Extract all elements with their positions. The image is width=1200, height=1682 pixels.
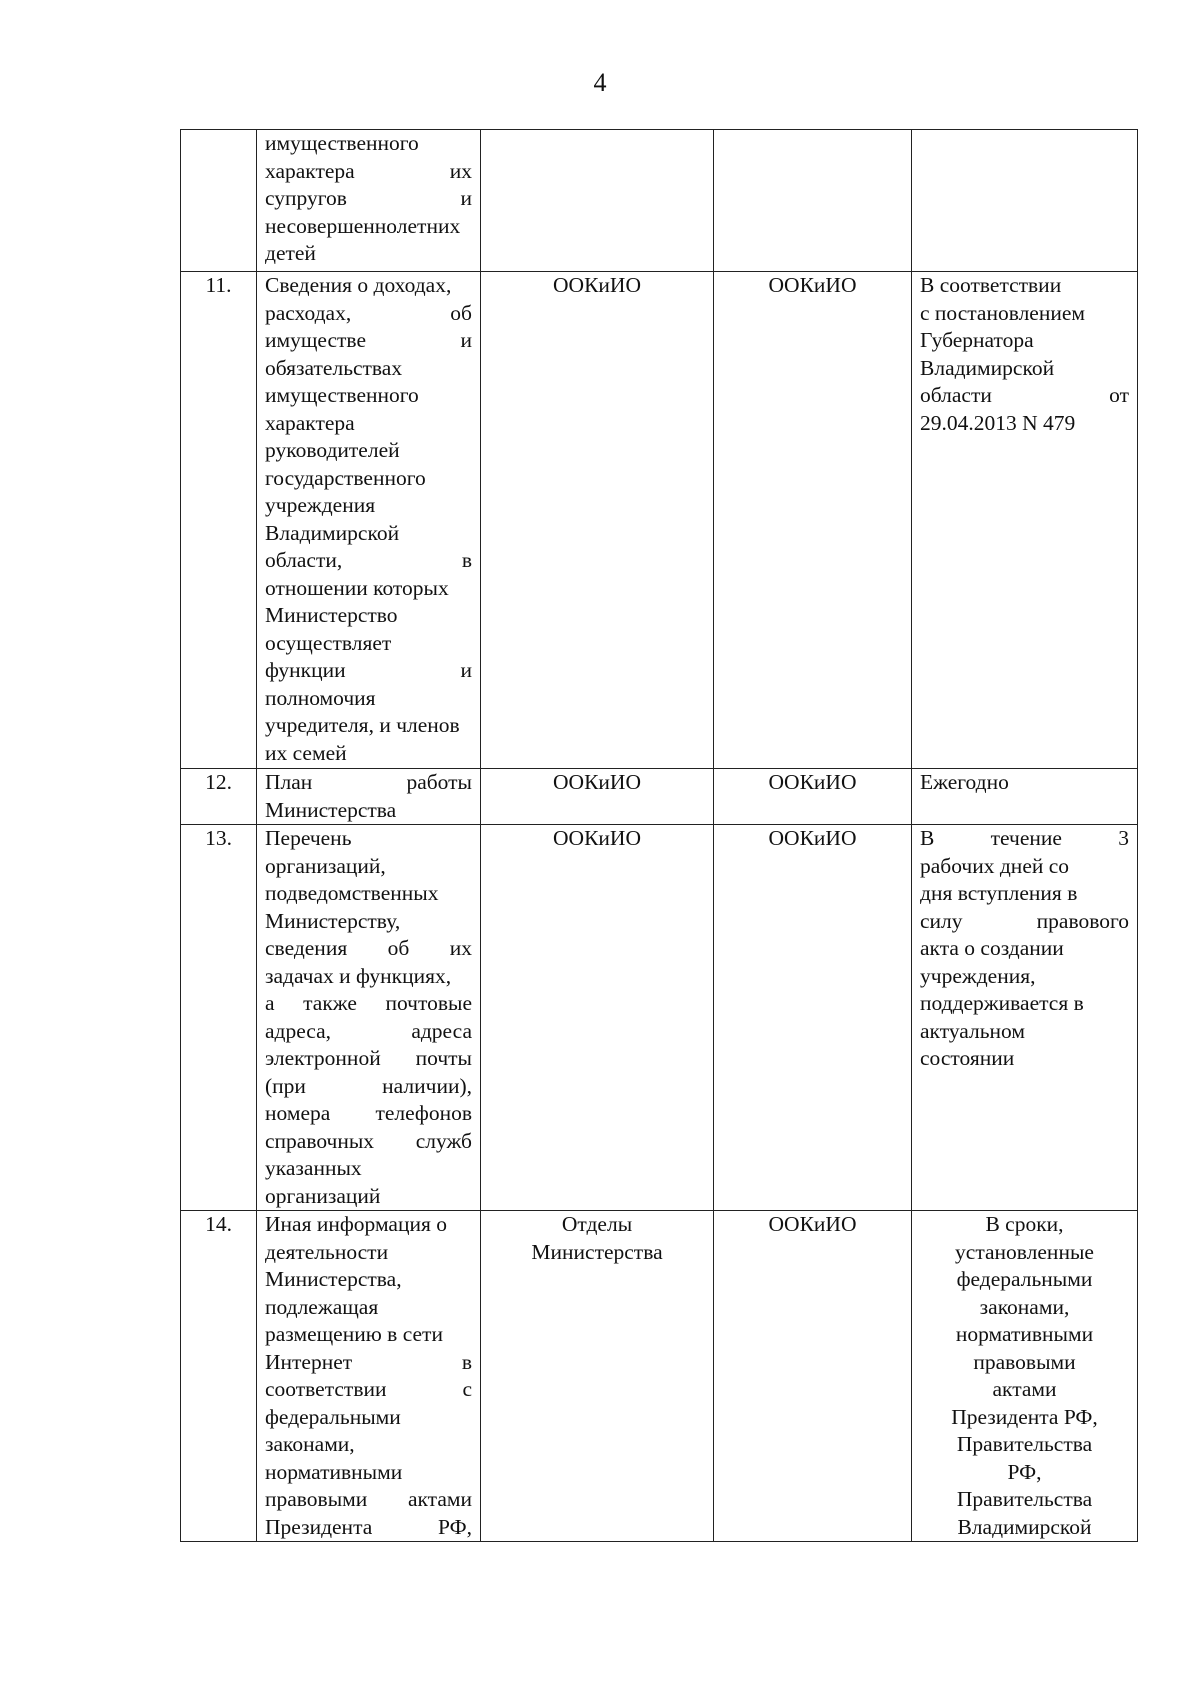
word: План <box>265 770 313 794</box>
document-table <box>180 129 1138 1542</box>
word: электронной <box>265 1046 381 1070</box>
title-line: их семей <box>265 740 347 765</box>
word: имуществе <box>265 328 367 352</box>
word: а <box>265 991 275 1015</box>
title-line: деятельности <box>265 1239 389 1264</box>
title-line <box>265 1018 472 1046</box>
word: В <box>920 826 935 850</box>
title-line: учреждения <box>265 493 376 517</box>
word: наличии), <box>382 1073 472 1098</box>
deadline-line: акта о создании <box>920 936 1064 960</box>
placement-unit-cell: ООКиИО <box>714 769 912 825</box>
title-line <box>265 547 472 575</box>
placement-unit-cell: ООКиИО <box>714 825 912 1211</box>
word: области, <box>265 548 343 572</box>
deadline-line: Президента РФ, <box>951 1404 1098 1429</box>
deadline-line: Ежегодно <box>920 770 1009 794</box>
word: и <box>460 328 472 352</box>
deadline-line <box>920 825 1129 853</box>
table-row <box>181 769 1138 825</box>
responsible-unit-cell <box>481 1211 714 1542</box>
title-line <box>265 657 472 685</box>
title-line: имущественного <box>265 383 419 407</box>
title-line <box>265 769 472 797</box>
table-row <box>181 825 1138 1211</box>
title-line <box>265 1349 472 1377</box>
title-line: Иная информация о <box>265 1212 447 1236</box>
page-number: 4 <box>593 68 607 97</box>
responsible-unit-cell <box>481 130 714 272</box>
deadline-line: поддерживается в <box>920 991 1084 1015</box>
word: расходах, <box>265 300 352 325</box>
information-title-cell <box>257 1211 481 1542</box>
deadline-line: нормативными <box>955 1322 1094 1346</box>
row-number: 14. <box>181 1211 257 1542</box>
title-line: организаций, <box>265 853 386 878</box>
title-line <box>265 1514 472 1542</box>
title-line: подлежащая <box>265 1294 379 1319</box>
title-line <box>265 1486 472 1514</box>
placement-unit-cell: ООКиИО <box>714 1211 912 1542</box>
deadline-line: Владимирской <box>920 355 1055 380</box>
deadline-line: актами <box>992 1377 1057 1401</box>
word: с <box>462 1377 472 1401</box>
row-number: 13. <box>181 825 257 1211</box>
title-line: полномочия <box>265 685 376 710</box>
title-line: детей <box>265 241 316 265</box>
word: правового <box>1036 908 1129 933</box>
deadline-line: рабочих дней со <box>920 853 1070 878</box>
title-line <box>265 1376 472 1404</box>
word: в <box>461 1349 472 1374</box>
table-row <box>181 130 1138 272</box>
deadline-line: состоянии <box>920 1046 1015 1070</box>
title-line: осуществляет <box>265 630 392 655</box>
title-line: Сведения о доходах, <box>265 273 452 297</box>
word: и <box>460 186 472 210</box>
table-row <box>181 272 1138 769</box>
deadline-line: правовыми <box>973 1349 1076 1374</box>
responsible-unit-line: Отделы <box>561 1212 633 1236</box>
word: работы <box>406 770 472 794</box>
word: характера <box>265 158 355 183</box>
title-line: Министерства <box>265 797 397 822</box>
title-line: Министерству, <box>265 908 401 933</box>
row-number <box>181 130 257 272</box>
word: служб <box>415 1128 472 1153</box>
title-line: указанных <box>265 1156 362 1180</box>
word: актами <box>407 1487 472 1511</box>
deadline-line <box>920 382 1129 410</box>
title-line <box>265 1128 472 1156</box>
title-line: задачах и функциях, <box>265 963 452 988</box>
placement-unit-cell: ООКиИО <box>714 272 912 769</box>
title-line <box>265 1045 472 1073</box>
deadline-line: учреждения, <box>920 963 1036 988</box>
row-number: 11. <box>181 272 257 769</box>
deadline-cell <box>912 272 1138 769</box>
word: супругов <box>265 186 347 210</box>
responsible-unit-cell: ООКиИО <box>481 272 714 769</box>
word: адреса <box>411 1018 472 1043</box>
deadline-cell <box>912 825 1138 1211</box>
title-line: Министерства, <box>265 1267 402 1291</box>
word: их <box>449 936 472 960</box>
information-title-cell <box>257 825 481 1211</box>
title-line <box>265 327 472 355</box>
title-line <box>265 990 472 1018</box>
title-line: подведомственных <box>265 881 439 905</box>
word: правовыми <box>265 1487 368 1511</box>
title-line: организаций <box>265 1183 381 1208</box>
title-line: федеральными <box>265 1404 401 1429</box>
title-line: нормативными <box>265 1459 403 1484</box>
deadline-line: Губернатора <box>920 328 1034 352</box>
word: от <box>1109 383 1129 407</box>
title-line: Министерство <box>265 603 398 627</box>
word: РФ, <box>438 1514 472 1539</box>
word: также <box>303 991 357 1015</box>
deadline-cell <box>912 769 1138 825</box>
title-line: несовершеннолетних <box>265 213 461 238</box>
title-line <box>265 1073 472 1101</box>
deadline-line: с постановлением <box>920 300 1086 325</box>
title-line <box>265 158 472 186</box>
title-line: Владимирской <box>265 520 400 545</box>
deadline-line: РФ, <box>1007 1459 1042 1484</box>
information-title-cell <box>257 272 481 769</box>
word: и <box>460 658 472 682</box>
deadline-line: федеральными <box>956 1267 1093 1291</box>
word: почтовые <box>385 991 472 1015</box>
word: соответствии <box>265 1377 387 1401</box>
deadline-line <box>920 908 1129 936</box>
word: их <box>449 158 472 183</box>
title-line <box>265 300 472 328</box>
title-line: обязательствах <box>265 355 403 380</box>
word: силу <box>920 908 963 933</box>
title-line <box>265 185 472 213</box>
word: течение <box>990 826 1062 850</box>
table-row <box>181 1211 1138 1542</box>
word: телефонов <box>375 1101 472 1125</box>
title-line: руководителей <box>265 438 400 462</box>
title-line: отношении которых <box>265 575 449 600</box>
deadline-line: актуальном <box>920 1018 1026 1043</box>
title-line: размещению в сети <box>265 1322 443 1346</box>
title-line: учредителя, и членов <box>265 713 460 737</box>
word: почты <box>415 1046 472 1070</box>
title-line <box>265 935 472 963</box>
word: адреса, <box>265 1018 332 1043</box>
word: об <box>450 300 472 325</box>
information-title-cell <box>257 130 481 272</box>
word: номера <box>265 1101 331 1125</box>
deadline-cell <box>912 1211 1138 1542</box>
deadline-line: законами, <box>979 1294 1070 1319</box>
word: Президента <box>265 1514 373 1539</box>
word: в <box>461 548 472 572</box>
word: справочных <box>265 1128 375 1153</box>
word: 3 <box>1118 826 1129 850</box>
title-line: законами, <box>265 1432 355 1456</box>
deadline-line: В сроки, <box>985 1212 1064 1236</box>
deadline-line: В соответствии <box>920 273 1062 297</box>
title-line: характера <box>265 410 355 435</box>
word: сведения <box>265 936 348 960</box>
title-line: Перечень <box>265 826 352 850</box>
title-line: государственного <box>265 465 426 490</box>
word: (при <box>265 1073 306 1098</box>
responsible-unit-line: Министерства <box>531 1239 663 1264</box>
deadline-line: дня вступления в <box>920 881 1078 905</box>
deadline-line: установленные <box>955 1239 1094 1264</box>
word: функции <box>265 658 346 682</box>
title-line: имущественного <box>265 131 419 155</box>
placement-unit-cell <box>714 130 912 272</box>
title-line <box>265 1100 472 1128</box>
deadline-line: Правительства <box>956 1432 1093 1456</box>
responsible-unit-cell: ООКиИО <box>481 769 714 825</box>
word: Интернет <box>265 1349 353 1374</box>
deadline-line: Владимирской <box>957 1514 1092 1539</box>
deadline-line: 29.04.2013 N 479 <box>920 410 1076 435</box>
row-number: 12. <box>181 769 257 825</box>
deadline-cell <box>912 130 1138 272</box>
deadline-line: Правительства <box>956 1487 1093 1511</box>
word: об <box>387 936 410 960</box>
information-title-cell <box>257 769 481 825</box>
word: области <box>920 383 992 407</box>
responsible-unit-cell: ООКиИО <box>481 825 714 1211</box>
